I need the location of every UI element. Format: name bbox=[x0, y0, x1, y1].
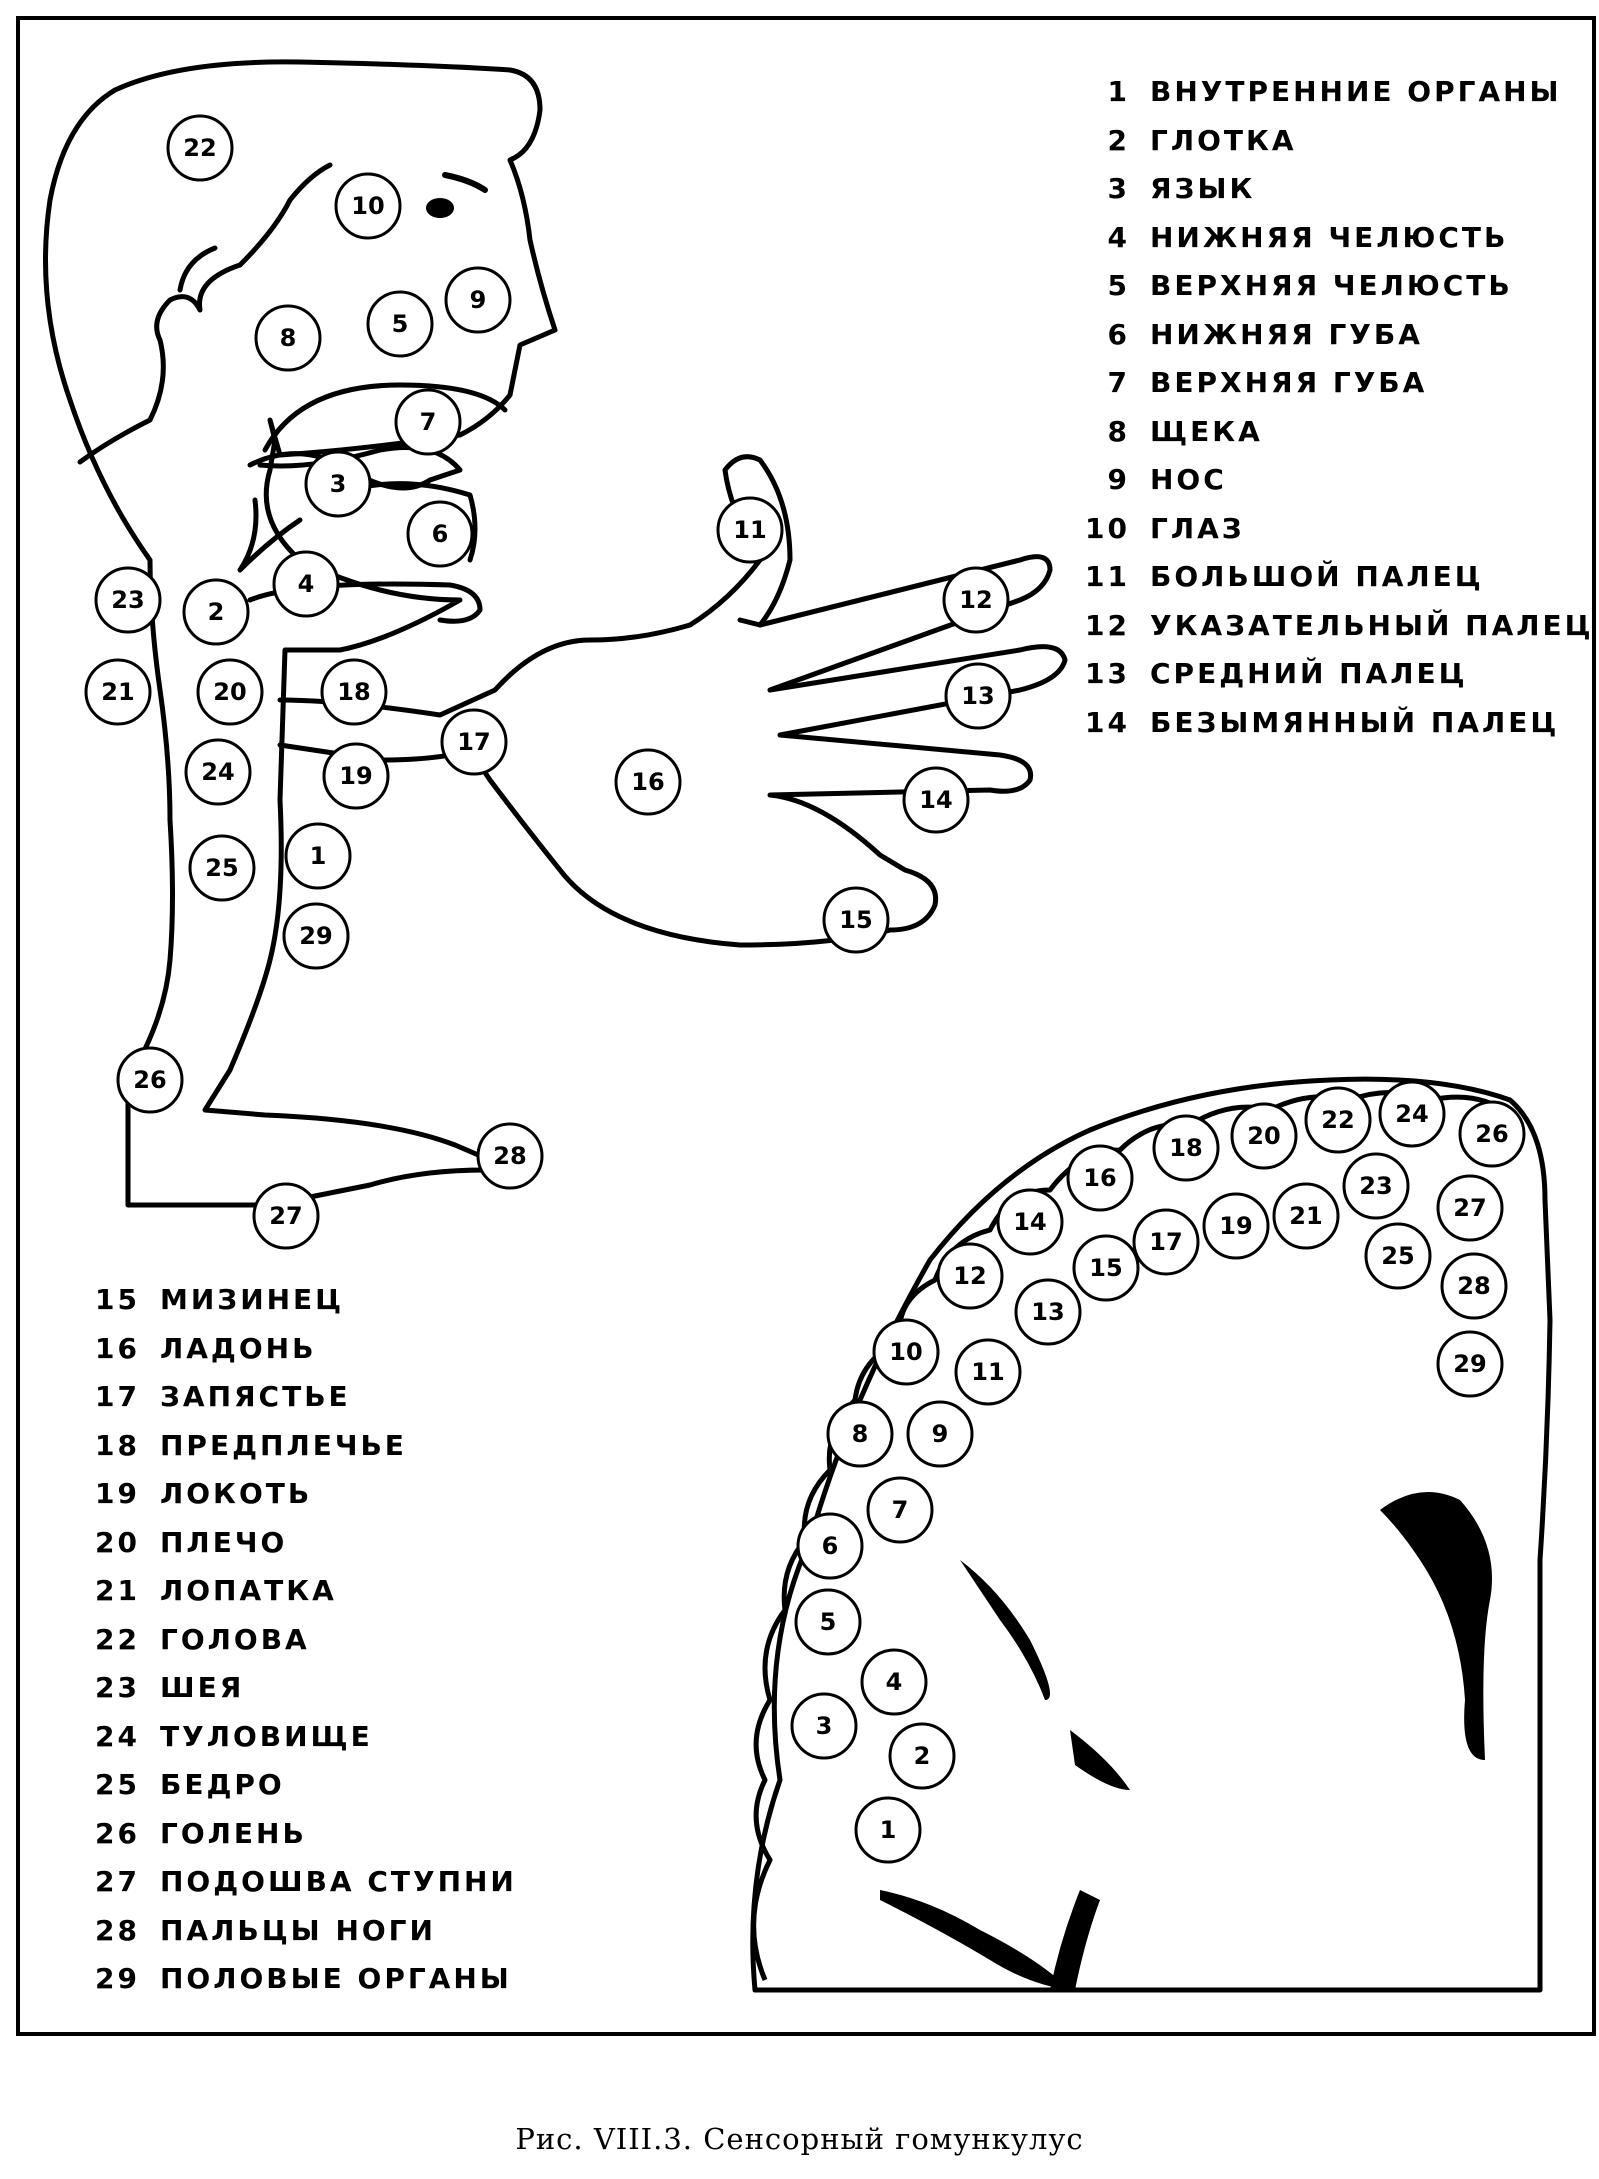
marker-number: 3 bbox=[815, 1712, 833, 1740]
legend-item bbox=[1080, 408, 1580, 457]
region-marker bbox=[1438, 1176, 1502, 1240]
marker-number: 2 bbox=[913, 1742, 931, 1770]
marker-number: 13 bbox=[1031, 1298, 1065, 1326]
legend-label: ГОЛЕНЬ bbox=[160, 1816, 307, 1850]
region-marker bbox=[874, 1320, 938, 1384]
region-marker bbox=[442, 710, 506, 774]
marker-number: 17 bbox=[457, 728, 491, 756]
region-marker bbox=[616, 750, 680, 814]
marker-number: 17 bbox=[1149, 1228, 1183, 1256]
legend-item bbox=[90, 1470, 590, 1519]
region-marker bbox=[944, 568, 1008, 632]
legend-item bbox=[1080, 311, 1580, 360]
region-marker bbox=[1438, 1332, 1502, 1396]
marker-number: 12 bbox=[959, 586, 993, 614]
marker-number: 24 bbox=[1395, 1100, 1429, 1128]
legend-label: ВЕРХНЯЯ ЧЕЛЮСТЬ bbox=[1150, 269, 1513, 302]
legend-number: 3 bbox=[1107, 172, 1130, 205]
region-marker bbox=[336, 174, 400, 238]
legend-label: ШЕЯ bbox=[160, 1671, 245, 1704]
legend-label: МИЗИНЕЦ bbox=[160, 1283, 345, 1316]
legend-number: 21 bbox=[95, 1574, 140, 1607]
legend-item bbox=[90, 1664, 590, 1713]
region-marker bbox=[946, 664, 1010, 728]
legend-label: БЕЗЫМЯННЫЙ ПАЛЕЦ bbox=[1150, 705, 1560, 739]
legend-label: ЗАПЯСТЬЕ bbox=[160, 1380, 351, 1413]
region-marker bbox=[254, 1184, 318, 1248]
region-marker bbox=[1306, 1088, 1370, 1152]
region-marker bbox=[96, 568, 160, 632]
region-marker bbox=[408, 502, 472, 566]
marker-number: 5 bbox=[819, 1608, 837, 1636]
legend-item bbox=[90, 1422, 590, 1471]
legend-number: 14 bbox=[1085, 705, 1130, 739]
figure-caption: Рис. VIII.3. Сенсорный гомункулус bbox=[515, 2122, 1084, 2156]
legend-number: 1 bbox=[1107, 75, 1130, 108]
region-marker bbox=[718, 498, 782, 562]
marker-number: 26 bbox=[1475, 1120, 1509, 1148]
region-marker bbox=[1380, 1082, 1444, 1146]
marker-number: 3 bbox=[329, 470, 347, 498]
legend-number: 7 bbox=[1107, 366, 1130, 399]
legend-label: ЯЗЫК bbox=[1150, 172, 1256, 205]
region-marker bbox=[798, 1514, 862, 1578]
legend-item bbox=[1080, 505, 1580, 554]
marker-number: 11 bbox=[971, 1358, 1005, 1386]
marker-number: 22 bbox=[183, 134, 217, 162]
marker-number: 15 bbox=[1089, 1254, 1123, 1282]
cortex-markers bbox=[792, 1082, 1524, 1862]
marker-number: 23 bbox=[111, 586, 145, 614]
legend-item bbox=[1080, 165, 1580, 214]
region-marker bbox=[446, 268, 510, 332]
region-marker bbox=[890, 1724, 954, 1788]
legend-item bbox=[90, 1955, 590, 2004]
region-marker bbox=[1016, 1280, 1080, 1344]
region-marker bbox=[284, 904, 348, 968]
legend-item bbox=[90, 1713, 590, 1762]
legend-label: ГЛОТКА bbox=[1150, 123, 1297, 157]
legend-label: ЛОКОТЬ bbox=[160, 1477, 313, 1510]
region-marker bbox=[1154, 1116, 1218, 1180]
region-marker bbox=[256, 306, 320, 370]
marker-number: 7 bbox=[419, 408, 437, 436]
legend-number: 2 bbox=[1107, 123, 1130, 157]
legend-number: 20 bbox=[95, 1525, 140, 1559]
legend-number: 9 bbox=[1107, 463, 1130, 496]
marker-number: 24 bbox=[201, 758, 235, 786]
region-marker bbox=[184, 580, 248, 644]
legend-number: 16 bbox=[95, 1331, 140, 1365]
marker-number: 16 bbox=[631, 768, 665, 796]
marker-number: 19 bbox=[1219, 1212, 1253, 1240]
legend-number: 11 bbox=[1085, 560, 1130, 593]
legend-number: 4 bbox=[1107, 220, 1130, 254]
marker-number: 27 bbox=[1453, 1194, 1487, 1222]
legend-label: БЕДРО bbox=[160, 1768, 285, 1801]
region-marker bbox=[198, 660, 262, 724]
legend-item bbox=[1080, 699, 1580, 748]
legend-label: ПРЕДПЛЕЧЬЕ bbox=[160, 1428, 407, 1462]
legend-item bbox=[90, 1907, 590, 1956]
marker-number: 21 bbox=[1289, 1202, 1323, 1230]
region-marker bbox=[118, 1048, 182, 1112]
legend-label: ПЛЕЧО bbox=[160, 1525, 288, 1559]
legend-item bbox=[90, 1325, 590, 1374]
marker-number: 22 bbox=[1321, 1106, 1355, 1134]
legend-label: ПАЛЬЦЫ НОГИ bbox=[160, 1913, 436, 1947]
marker-number: 27 bbox=[269, 1202, 303, 1230]
marker-number: 8 bbox=[851, 1420, 869, 1448]
region-marker bbox=[86, 660, 150, 724]
region-marker bbox=[904, 768, 968, 832]
legend-label: ВЕРХНЯЯ ГУБА bbox=[1150, 366, 1428, 399]
marker-number: 19 bbox=[339, 762, 373, 790]
legend-number: 17 bbox=[95, 1380, 140, 1413]
marker-number: 2 bbox=[207, 598, 225, 626]
region-marker bbox=[324, 744, 388, 808]
region-marker bbox=[478, 1124, 542, 1188]
legend-item bbox=[1080, 602, 1594, 651]
legend-label: ЩЕКА bbox=[1150, 414, 1263, 448]
marker-number: 25 bbox=[205, 854, 239, 882]
legend-number: 25 bbox=[95, 1768, 140, 1801]
eye-icon bbox=[426, 175, 485, 218]
region-marker bbox=[1068, 1146, 1132, 1210]
marker-number: 6 bbox=[431, 520, 449, 548]
legend-item bbox=[1080, 68, 1580, 117]
legend-number: 26 bbox=[95, 1816, 140, 1850]
legend-bottom bbox=[90, 1276, 590, 2004]
region-marker bbox=[828, 1402, 892, 1466]
legend-item bbox=[90, 1567, 590, 1616]
legend-item bbox=[90, 1761, 590, 1810]
region-marker bbox=[862, 1650, 926, 1714]
legend-number: 24 bbox=[95, 1719, 140, 1753]
marker-number: 9 bbox=[931, 1420, 949, 1448]
region-marker bbox=[1442, 1254, 1506, 1318]
marker-number: 4 bbox=[885, 1668, 903, 1696]
legend-item bbox=[90, 1276, 590, 1325]
region-marker bbox=[1074, 1236, 1138, 1300]
legend-label: ПОЛОВЫЕ ОРГАНЫ bbox=[160, 1962, 512, 1995]
region-marker bbox=[938, 1244, 1002, 1308]
marker-number: 1 bbox=[309, 842, 327, 870]
region-marker bbox=[186, 740, 250, 804]
region-marker bbox=[1366, 1224, 1430, 1288]
legend-label: НОС bbox=[1150, 463, 1227, 496]
region-marker bbox=[1460, 1102, 1524, 1166]
legend-item bbox=[90, 1616, 590, 1665]
marker-number: 20 bbox=[213, 678, 247, 706]
region-marker bbox=[1232, 1104, 1296, 1168]
marker-number: 6 bbox=[821, 1532, 839, 1560]
region-marker bbox=[1274, 1184, 1338, 1248]
marker-number: 29 bbox=[1453, 1350, 1487, 1378]
region-marker bbox=[824, 888, 888, 952]
legend-number: 19 bbox=[95, 1477, 140, 1510]
homunculus-body-outline bbox=[46, 62, 556, 1205]
marker-number: 20 bbox=[1247, 1122, 1281, 1150]
legend-number: 18 bbox=[95, 1428, 140, 1462]
region-marker bbox=[908, 1402, 972, 1466]
marker-number: 11 bbox=[733, 516, 767, 544]
legend-item bbox=[1080, 650, 1580, 699]
region-marker bbox=[1204, 1194, 1268, 1258]
region-marker bbox=[286, 824, 350, 888]
legend-label: ГОЛОВА bbox=[160, 1622, 310, 1656]
marker-number: 18 bbox=[1169, 1134, 1203, 1162]
legend-number: 22 bbox=[95, 1622, 140, 1656]
legend-item bbox=[1080, 214, 1580, 263]
legend-label: БОЛЬШОЙ ПАЛЕЦ bbox=[1150, 560, 1484, 593]
legend-item bbox=[90, 1858, 590, 1907]
marker-number: 28 bbox=[493, 1142, 527, 1170]
legend-item bbox=[90, 1810, 590, 1859]
marker-number: 5 bbox=[391, 310, 409, 338]
marker-number: 28 bbox=[1457, 1272, 1491, 1300]
legend-label: ЛАДОНЬ bbox=[160, 1331, 317, 1365]
legend-item bbox=[1080, 117, 1580, 166]
marker-number: 8 bbox=[279, 324, 297, 352]
legend-label: ГЛАЗ bbox=[1150, 511, 1245, 545]
legend-number: 12 bbox=[1085, 608, 1130, 642]
region-marker bbox=[322, 660, 386, 724]
legend-label: ЛОПАТКА bbox=[160, 1574, 337, 1607]
marker-number: 18 bbox=[337, 678, 371, 706]
marker-number: 10 bbox=[351, 192, 385, 220]
legend-number: 6 bbox=[1107, 317, 1130, 351]
region-marker bbox=[998, 1190, 1062, 1254]
legend-item bbox=[90, 1519, 590, 1568]
marker-number: 7 bbox=[891, 1496, 909, 1524]
legend-label: НИЖНЯЯ ГУБА bbox=[1150, 317, 1423, 351]
region-marker bbox=[274, 552, 338, 616]
region-marker bbox=[796, 1590, 860, 1654]
legend-item bbox=[1080, 553, 1580, 602]
marker-number: 1 bbox=[879, 1816, 897, 1844]
marker-number: 26 bbox=[133, 1066, 167, 1094]
region-marker bbox=[956, 1340, 1020, 1404]
marker-number: 16 bbox=[1083, 1164, 1117, 1192]
legend-top bbox=[1080, 68, 1594, 747]
marker-number: 21 bbox=[101, 678, 135, 706]
region-marker bbox=[168, 116, 232, 180]
marker-number: 10 bbox=[889, 1338, 923, 1366]
region-marker bbox=[190, 836, 254, 900]
legend-number: 5 bbox=[1107, 269, 1130, 302]
legend-number: 28 bbox=[95, 1913, 140, 1947]
legend-number: 23 bbox=[95, 1671, 140, 1704]
legend-item bbox=[90, 1373, 590, 1422]
legend-number: 27 bbox=[95, 1865, 140, 1898]
legend-number: 10 bbox=[1085, 511, 1130, 545]
legend-number: 8 bbox=[1107, 414, 1130, 448]
region-marker bbox=[856, 1798, 920, 1862]
legend-label: УКАЗАТЕЛЬНЫЙ ПАЛЕЦ bbox=[1150, 608, 1594, 642]
region-marker bbox=[368, 292, 432, 356]
marker-number: 29 bbox=[299, 922, 333, 950]
legend-item bbox=[1080, 456, 1580, 505]
region-marker bbox=[792, 1694, 856, 1758]
marker-number: 4 bbox=[297, 570, 315, 598]
region-marker bbox=[1344, 1154, 1408, 1218]
marker-number: 14 bbox=[1013, 1208, 1047, 1236]
marker-number: 13 bbox=[961, 682, 995, 710]
legend-label: СРЕДНИЙ ПАЛЕЦ bbox=[1150, 657, 1468, 690]
legend-label: НИЖНЯЯ ЧЕЛЮСТЬ bbox=[1150, 220, 1509, 254]
marker-number: 23 bbox=[1359, 1172, 1393, 1200]
legend-label: ТУЛОВИЩЕ bbox=[160, 1719, 373, 1753]
legend-item bbox=[1080, 359, 1580, 408]
legend-number: 13 bbox=[1085, 657, 1130, 690]
marker-number: 15 bbox=[839, 906, 873, 934]
legend-item bbox=[1080, 262, 1580, 311]
legend-label: ВНУТРЕННИЕ ОРГАНЫ bbox=[1150, 75, 1562, 108]
region-marker bbox=[868, 1478, 932, 1542]
marker-number: 9 bbox=[469, 286, 487, 314]
marker-number: 25 bbox=[1381, 1242, 1415, 1270]
legend-label: ПОДОШВА СТУПНИ bbox=[160, 1865, 517, 1898]
region-marker bbox=[1134, 1210, 1198, 1274]
marker-number: 14 bbox=[919, 786, 953, 814]
region-marker bbox=[396, 390, 460, 454]
region-marker bbox=[306, 452, 370, 516]
marker-number: 12 bbox=[953, 1262, 987, 1290]
legend-number: 29 bbox=[95, 1962, 140, 1995]
legend-number: 15 bbox=[95, 1283, 140, 1316]
